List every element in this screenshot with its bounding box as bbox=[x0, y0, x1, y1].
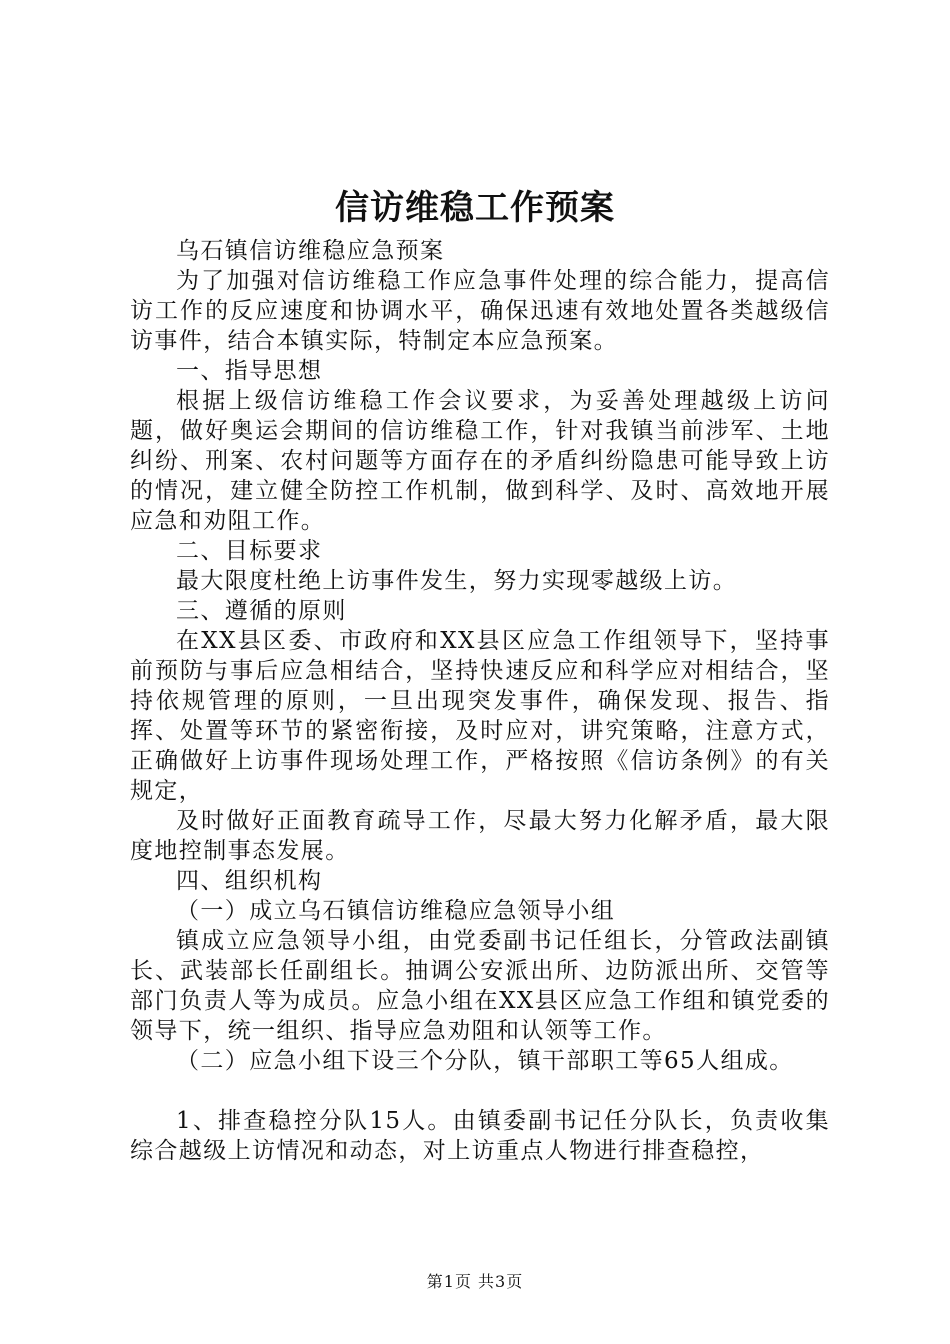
section-heading-organization: 四、组织机构 bbox=[176, 868, 323, 894]
team-one-paragraph: 1、排查稳控分队15人。由镇委副书记任分队长，负责收集综合越级上访情况和动态，对上访重点人物进行排查稳控， bbox=[130, 1108, 830, 1164]
section-heading-guiding-thought: 一、指导思想 bbox=[176, 358, 323, 384]
page-number-footer: 第1页 共3页 bbox=[426, 1272, 524, 1291]
subtitle-paragraph: 乌石镇信访维稳应急预案 bbox=[176, 238, 445, 264]
subsection-heading-teams: （二）应急小组下设三个分队，镇干部职工等65人组成。 bbox=[176, 1048, 794, 1074]
goals-paragraph: 最大限度杜绝上访事件发生，努力实现零越级上访。 bbox=[176, 568, 738, 594]
section-heading-principles: 三、遵循的原则 bbox=[176, 598, 347, 624]
principles-paragraph: 在XX县区委、市政府和XX县区应急工作组领导下，坚持事前预防与事后应急相结合，坚持快速反应和科学应对相结合，坚持依规管理的原则，一旦出现突发事件，确保发现、报告、指挥、处置等环节的紧密衔接，及时应对，讲究策略，注意方式，正确做好上访事件现场处理工作，严格按照《信访条例》的有关规定， bbox=[130, 628, 830, 804]
blank-line bbox=[130, 1076, 830, 1106]
guiding-thought-paragraph: 根据上级信访维稳工作会议要求，为妥善处理越级上访问题，做好奥运会期间的信访维稳工作，针对我镇当前涉军、土地纠纷、刑案、农村问题等方面存在的矛盾纠纷隐患可能导致上访的情况，建立健全防控工作机制，做到科学、及时、高效地开展应急和劝阻工作。 bbox=[130, 388, 830, 534]
section-heading-goals: 二、目标要求 bbox=[176, 538, 323, 564]
document-title: 信访维稳工作预案 bbox=[335, 188, 615, 228]
guidance-paragraph: 及时做好正面教育疏导工作，尽最大努力化解矛盾，最大限度地控制事态发展。 bbox=[130, 808, 830, 864]
intro-paragraph: 为了加强对信访维稳工作应急事件处理的综合能力，提高信访工作的反应速度和协调水平，确保迅速有效地处置各类越级信访事件，结合本镇实际，特制定本应急预案。 bbox=[130, 268, 830, 354]
leading-group-paragraph: 镇成立应急领导小组，由党委副书记任组长，分管政法副镇长、武装部长任副组长。抽调公安派出所、边防派出所、交管等部门负责人等为成员。应急小组在XX县区应急工作组和镇党委的领导下，统一组织、指导应急劝阻和认领等工作。 bbox=[130, 928, 830, 1044]
document-body bbox=[130, 236, 830, 1166]
subsection-heading-leading-group: （一）成立乌石镇信访维稳应急领导小组 bbox=[176, 898, 616, 924]
